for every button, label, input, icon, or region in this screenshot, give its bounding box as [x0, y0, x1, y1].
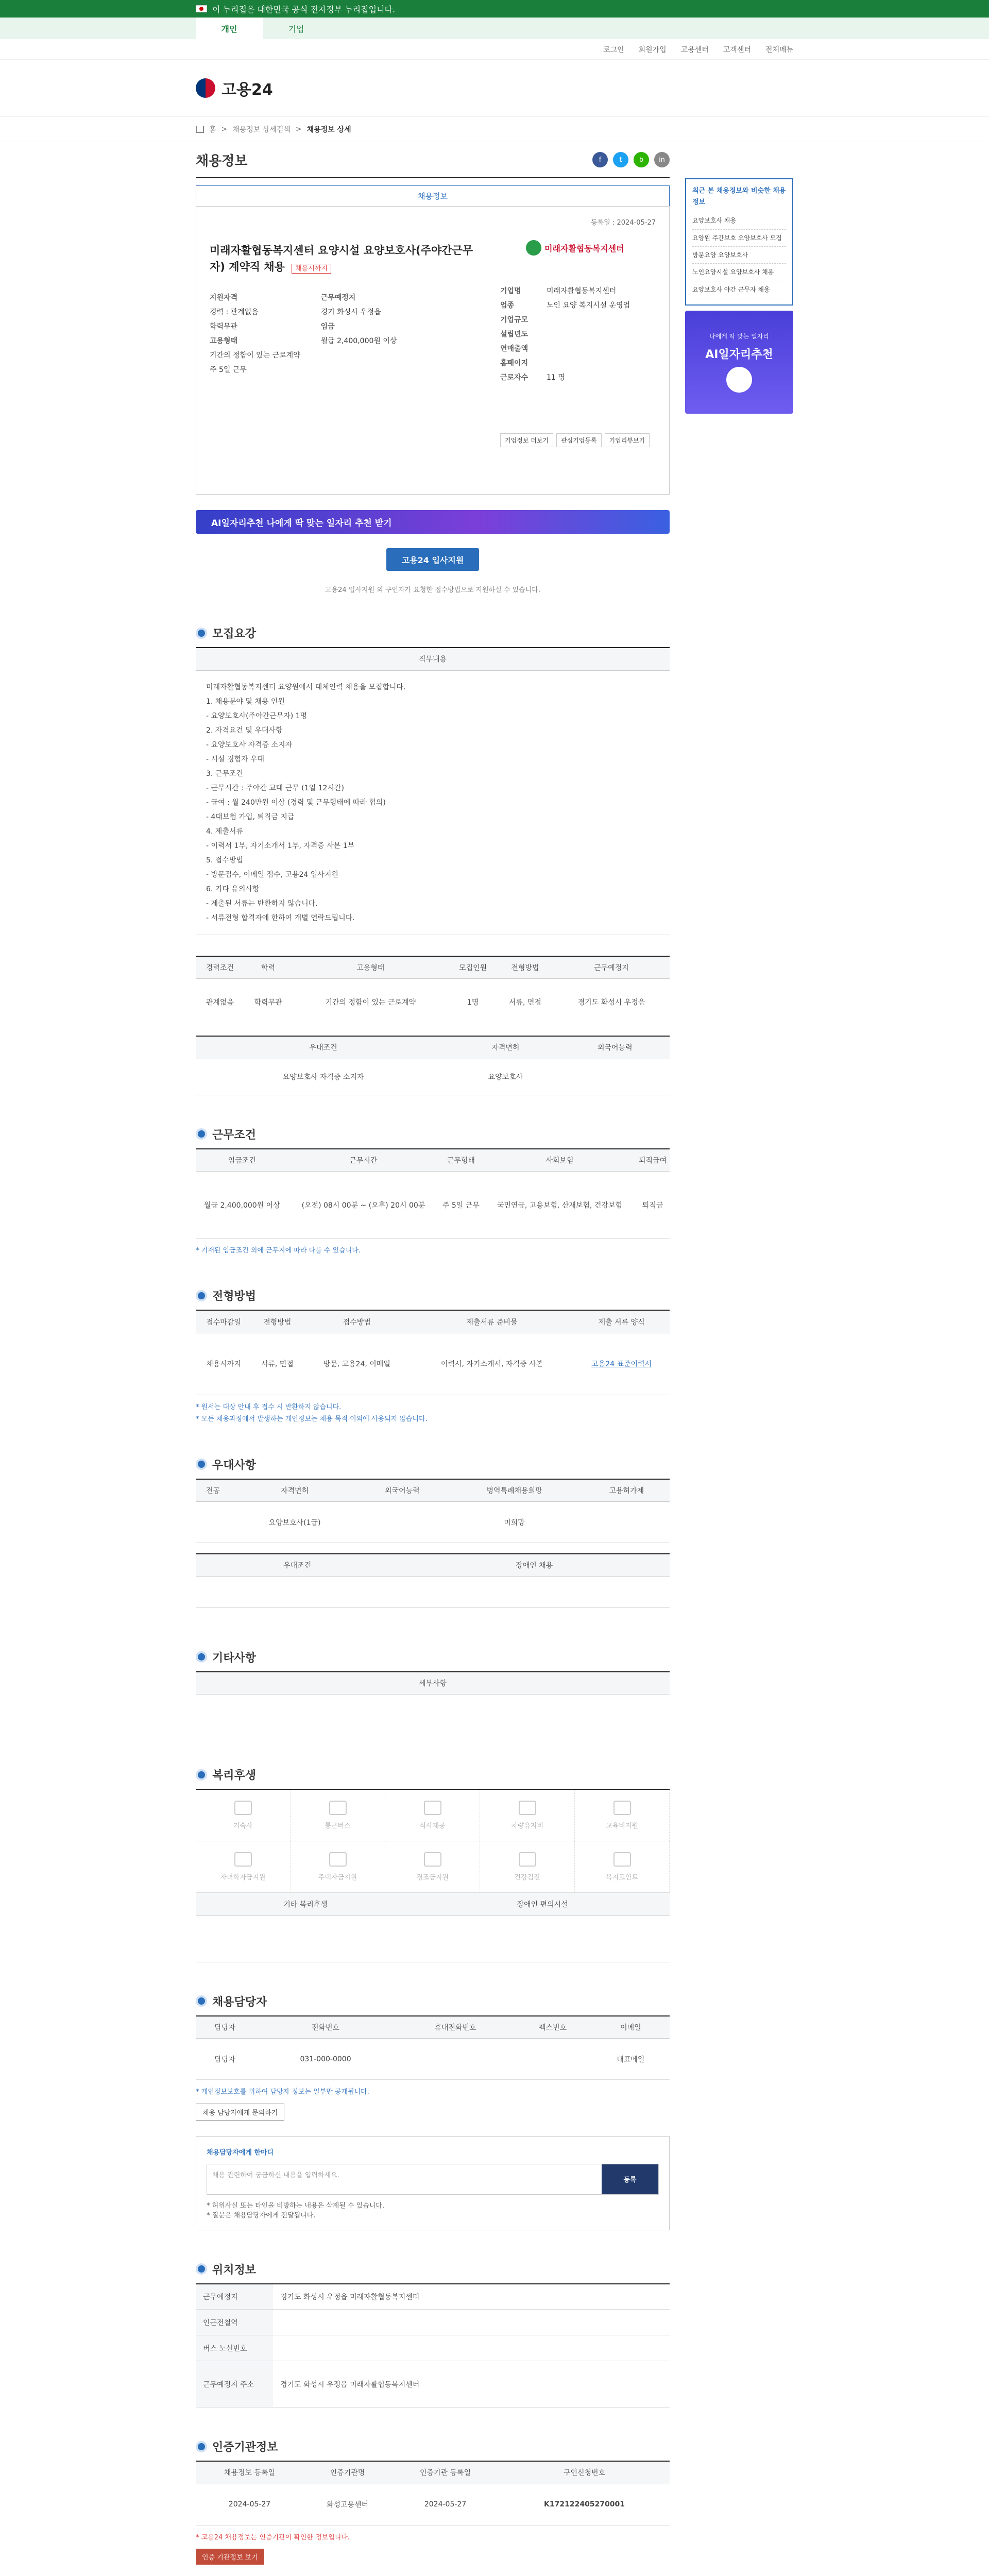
benefits-title: 복리후생 [196, 1767, 670, 1789]
inquiry-placeholder: 채용 관련하여 궁금하신 내용을 입력하세요. [212, 2171, 339, 2179]
conditions-note: * 기재된 임금조건 외에 근무지에 따라 다를 수 있습니다. [196, 1247, 361, 1255]
company-info: 기업명 미래자활협동복지센터 업종 노인 요양 복지시설 운영업 기업규모 설립년도 연매출액 홈페이지 근로자수 11 명 [500, 287, 630, 382]
etc-title: 기타사항 [196, 1649, 670, 1671]
benefit-housing: 주택자금지원 [291, 1841, 385, 1893]
deadline-badge: 채용시까지 [292, 264, 331, 274]
similar-job-item[interactable]: 요양원 주간보호 요양보호사 모집 [692, 230, 786, 247]
blog-icon[interactable]: b [634, 152, 649, 167]
welfare-title: 우대사항 [196, 1456, 670, 1479]
similar-jobs-title: 최근 본 채용정보와 비슷한 채용정보 [692, 187, 786, 207]
welfare-sub-table: 우대조건 장애인 채용 [196, 1553, 670, 1608]
cert-section [196, 2438, 670, 2565]
method-table: 접수마감일 전형방법 접수방법 제출서류 준비물 제출 서류 양식 채용시까지 서류, 면접 방문, 고용24, 이메일 이력서, 자기소개서, 자격증 사본 고용24 표준이력서 [196, 1310, 670, 1395]
recruit-header: 직무내용 [196, 648, 670, 670]
value-employment-type: 기간의 정함이 있는 근로계약 [210, 351, 300, 360]
recruit-title: 모집요강 [196, 625, 670, 647]
conditions-section [196, 1126, 670, 1257]
breadcrumb-search[interactable]: 채용정보 상세검색 [232, 125, 291, 134]
value-location: 경기 화성시 우정읍 [320, 308, 381, 316]
gov-banner [0, 0, 989, 18]
section-bullet-icon [196, 2263, 207, 2275]
breadcrumb-current: 채용정보 상세 [306, 125, 351, 134]
gov-banner-text: 이 누리집은 대한민국 공식 전자정부 누리집입니다. [212, 4, 396, 14]
method-note-2: * 모든 채용과정에서 발생하는 개인정보는 채용 목적 이외에 사용되지 않습니다. [196, 1415, 428, 1423]
label-wage: 임금 [320, 323, 335, 331]
site-tabs [0, 18, 989, 39]
twitter-icon[interactable]: t [613, 152, 628, 167]
contact-note: * 개인정보보호를 위하여 담당자 정보는 일부만 공개됩니다. [196, 2088, 369, 2096]
company-info-button[interactable]: 기업정보 더보기 [500, 433, 553, 447]
main-content [196, 142, 670, 2576]
etc-section [196, 1649, 670, 1695]
util-bar [0, 39, 989, 60]
inquiry-box [196, 2136, 670, 2230]
aside-ai-ad[interactable] [685, 311, 793, 414]
label-qualification: 지원자격 [210, 294, 238, 302]
contact-button[interactable]: 채용 담당자에게 문의하기 [196, 2104, 284, 2121]
similar-job-item[interactable]: 방문요양 요양보호사 [692, 247, 786, 264]
housing-icon [329, 1852, 347, 1867]
value-industry: 노인 요양 복지시설 운영업 [547, 301, 630, 310]
section-bullet-icon [196, 1290, 207, 1301]
benefit-meal: 식사제공 [385, 1790, 480, 1841]
job-title [210, 243, 478, 275]
inquiry-note-2: * 질문은 채용담당자에게 전달됩니다. [207, 2211, 316, 2219]
benefit-tuition: 자녀학자금지원 [196, 1841, 291, 1893]
company-logo [526, 238, 629, 258]
company-buttons [500, 433, 650, 447]
method-section [196, 1287, 670, 1425]
recruit-content: 미래자활협동복지센터 요양원에서 대체인력 채용을 모집합니다. 1. 채용분야 및 채용 인원 - 요양보호사(주야간근무자) 1명 2. 자격요건 및 우대사항 - 요양보호사 자격증 소지자 - 시설 경험자 우대 3. 근무조건 - 근무시간 : 주야간 교대 근무 (1일 12시간) - 급여 : 월 240만원 이상 (경력 및 근무형태에 따라 협의) - 4대보험 가입, 퇴직금 지급 4. 제출서류 - 이력서 1부, 자기소개서 1부, 자격증 사본 1부 5. 접수방법 - 방문접수, 이메일 접수, 고용24 입사지원 6. 기타 유의사항 - 제출된 서류는 반환하지 않습니다. - 서류전형 합격자에 한하여 개별 연락드립니다. [196, 671, 670, 935]
signup-link[interactable]: 회원가입 [638, 45, 667, 54]
section-bullet-icon [196, 1651, 207, 1663]
method-note-1: * 원서는 대상 안내 후 접수 시 반환하지 않습니다. [196, 1403, 342, 1411]
condolence-icon [424, 1852, 441, 1867]
registered-date: 등록일 : 2024-05-27 [591, 219, 656, 227]
ai-recommend-banner[interactable] [196, 510, 670, 534]
site-header [0, 60, 989, 116]
benefits-grid [196, 1789, 670, 1893]
apply-notice: 고용24 입사지원 외 구인자가 요청한 접수방법으로 지원하실 수 있습니다. [325, 586, 540, 594]
contact-table: 담당자 전화번호 휴대전화번호 팩스번호 이메일 담당자 031-000-0000 대표메일 [196, 2015, 670, 2080]
benefit-footer-table: 기타 복리후생 장애인 편의시설 [196, 1893, 670, 1962]
benefit-education: 교육비지원 [575, 1790, 670, 1841]
company-logo-text: 미래자활협동복지센터 [544, 243, 624, 253]
conditions-title: 근무조건 [196, 1126, 670, 1148]
summary-col-2 [321, 291, 397, 377]
similar-job-item[interactable]: 노인요양시설 요양보호사 채용 [692, 264, 786, 281]
breadcrumb: 홈 > 채용정보 상세검색 > 채용정보 상세 [0, 116, 989, 142]
print-icon[interactable]: in [654, 152, 670, 167]
benefit-car: 차량유지비 [480, 1790, 575, 1841]
cert-button[interactable]: 인증 기관정보 보기 [196, 2549, 264, 2565]
home-icon[interactable] [196, 126, 204, 133]
share-icons [592, 152, 670, 167]
value-qualification: 경력 : 관계없음 [210, 308, 259, 316]
benefit-health: 건강검진 [480, 1841, 575, 1893]
company-review-button[interactable]: 기업리뷰보기 [605, 433, 650, 447]
favorite-company-button[interactable]: 관심기업등록 [556, 433, 602, 447]
welfare-section [196, 1456, 670, 1608]
value-wage: 월급 2,400,000원 이상 [320, 337, 397, 345]
etc-table: 세부사항 [196, 1671, 670, 1695]
value-employees: 11 명 [547, 374, 565, 382]
inquiry-submit-button[interactable]: 등록 [602, 2164, 658, 2194]
conditions-table: 임금조건 근무시간 근무형태 사회보험 퇴직급여 월급 2,400,000원 이상 (오전) 08시 00분 ~ (오후) 20시 00분 주 5일 근무 국민연금, 고용보험, 산재보험, 건강보험 퇴직금 [196, 1148, 670, 1239]
ai-banner-text: AI일자리추천 나에게 딱 맞는 일자리 추천 받기 [211, 518, 392, 529]
logo-text: 고용24 [221, 80, 273, 99]
contact-section [196, 1993, 670, 2230]
label-location: 근무예정지 [320, 294, 356, 302]
benefit-dormitory: 기숙사 [196, 1790, 291, 1841]
support-link[interactable]: 고객센터 [723, 45, 751, 54]
meal-icon [424, 1801, 441, 1815]
health-icon [519, 1852, 536, 1867]
detail-tab[interactable]: 채용정보 [196, 185, 670, 206]
facebook-icon[interactable]: f [592, 152, 608, 167]
login-link[interactable]: 로그인 [603, 45, 624, 54]
benefit-bus: 통근버스 [291, 1790, 385, 1841]
benefit-condolence: 경조금지원 [385, 1841, 480, 1893]
inquiry-note-1: * 허위사실 또는 타인을 비방하는 내용은 삭제될 수 있습니다. [207, 2201, 385, 2210]
similar-job-item[interactable]: 요양보호사 채용 [692, 212, 786, 229]
company-box [196, 206, 670, 495]
location-title: 위치정보 [196, 2261, 670, 2283]
method-title: 전형방법 [196, 1287, 670, 1310]
inquiry-title: 채용담당자에게 한마디 [207, 2148, 274, 2157]
similar-jobs-box [685, 178, 793, 306]
benefits-section [196, 1767, 670, 1962]
apply-button[interactable]: 고용24 입사지원 [386, 548, 479, 571]
benefit-point: 복지포인트 [575, 1841, 670, 1893]
tab-personal[interactable]: 개인 [196, 18, 263, 39]
resume-form-link[interactable]: 고용24 표준이력서 [573, 1333, 670, 1395]
label-employment-type: 고용형태 [210, 337, 238, 345]
car-icon [519, 1801, 536, 1815]
location-table: 근무예정지 경기도 화성시 우정읍 미래자활협동복지센터 인근전철역 버스 노선번호 근무예정지 주소 경기도 화성시 우정읍 미래자활협동복지센터 [196, 2283, 670, 2408]
recruit-section [196, 625, 670, 1095]
value-company-name: 미래자활협동복지센터 [547, 287, 617, 295]
value-work-type: 주 5일 근무 [210, 366, 247, 374]
section-bullet-icon [196, 1995, 207, 2007]
aside-ad-sub: 나에게 딱 맞는 일자리 [709, 333, 769, 341]
page-title: 채용정보 [196, 153, 248, 169]
tuition-icon [234, 1852, 252, 1867]
location-section [196, 2261, 670, 2408]
inquiry-textarea[interactable] [207, 2164, 659, 2195]
summary-col-1 [210, 291, 300, 377]
similar-job-item[interactable]: 요양보호사 야간 근무자 채용 [692, 281, 786, 298]
flag-icon [196, 5, 207, 12]
section-bullet-icon [196, 1769, 207, 1781]
section-bullet-icon [196, 628, 207, 639]
robot-icon [726, 367, 752, 393]
recruit-condition-table: 경력조건 학력 고용형태 모집인원 전형방법 근무예정지 관계없음 학력무관 기간의 정함이 있는 근로계약 1명 서류, 면접 경기도 화성시 우정읍 [196, 956, 670, 1026]
section-bullet-icon [196, 1128, 207, 1140]
center-link[interactable]: 고용센터 [680, 45, 709, 54]
bus-icon [329, 1801, 347, 1815]
point-icon [613, 1852, 631, 1867]
all-menu-link[interactable]: 전체메뉴 [765, 45, 793, 54]
recruit-detail-table [196, 647, 670, 671]
logo-icon [196, 78, 215, 98]
aside-ad-title: AI일자리추천 [705, 348, 773, 362]
cert-table: 채용정보 등록일 인증기관명 인증기관 등록일 구인신청번호 2024-05-27 화성고용센터 2024-05-27 K172122405270001 [196, 2461, 670, 2526]
company-logo-icon [526, 240, 541, 256]
contact-title: 채용담당자 [196, 1993, 670, 2015]
education-icon [613, 1801, 631, 1815]
breadcrumb-home[interactable]: 홈 [209, 125, 216, 134]
aside [685, 178, 793, 414]
welfare-table: 전공 자격면허 외국어능력 병역특례채용희망 고용허가제 요양보호사(1급) 미희망 [196, 1479, 670, 1544]
recruit-preference-table: 우대조건 자격면허 외국어능력 요양보호사 자격증 소지자 요양보호사 [196, 1036, 670, 1095]
cert-title: 인증기관정보 [196, 2438, 670, 2461]
dormitory-icon [234, 1801, 252, 1815]
page-head [196, 142, 670, 178]
value-education: 학력무관 [210, 323, 238, 331]
tab-company[interactable]: 기업 [288, 24, 304, 34]
section-bullet-icon [196, 1459, 207, 1470]
job-title-text: 미래자활협동복지센터 요양시설 요양보호사(주야간근무자) 계약직 채용 [210, 244, 473, 273]
cert-note: * 고용24 채용정보는 인증기관이 확인한 정보입니다. [196, 2533, 350, 2541]
site-logo[interactable] [196, 77, 273, 99]
section-bullet-icon [196, 2441, 207, 2452]
